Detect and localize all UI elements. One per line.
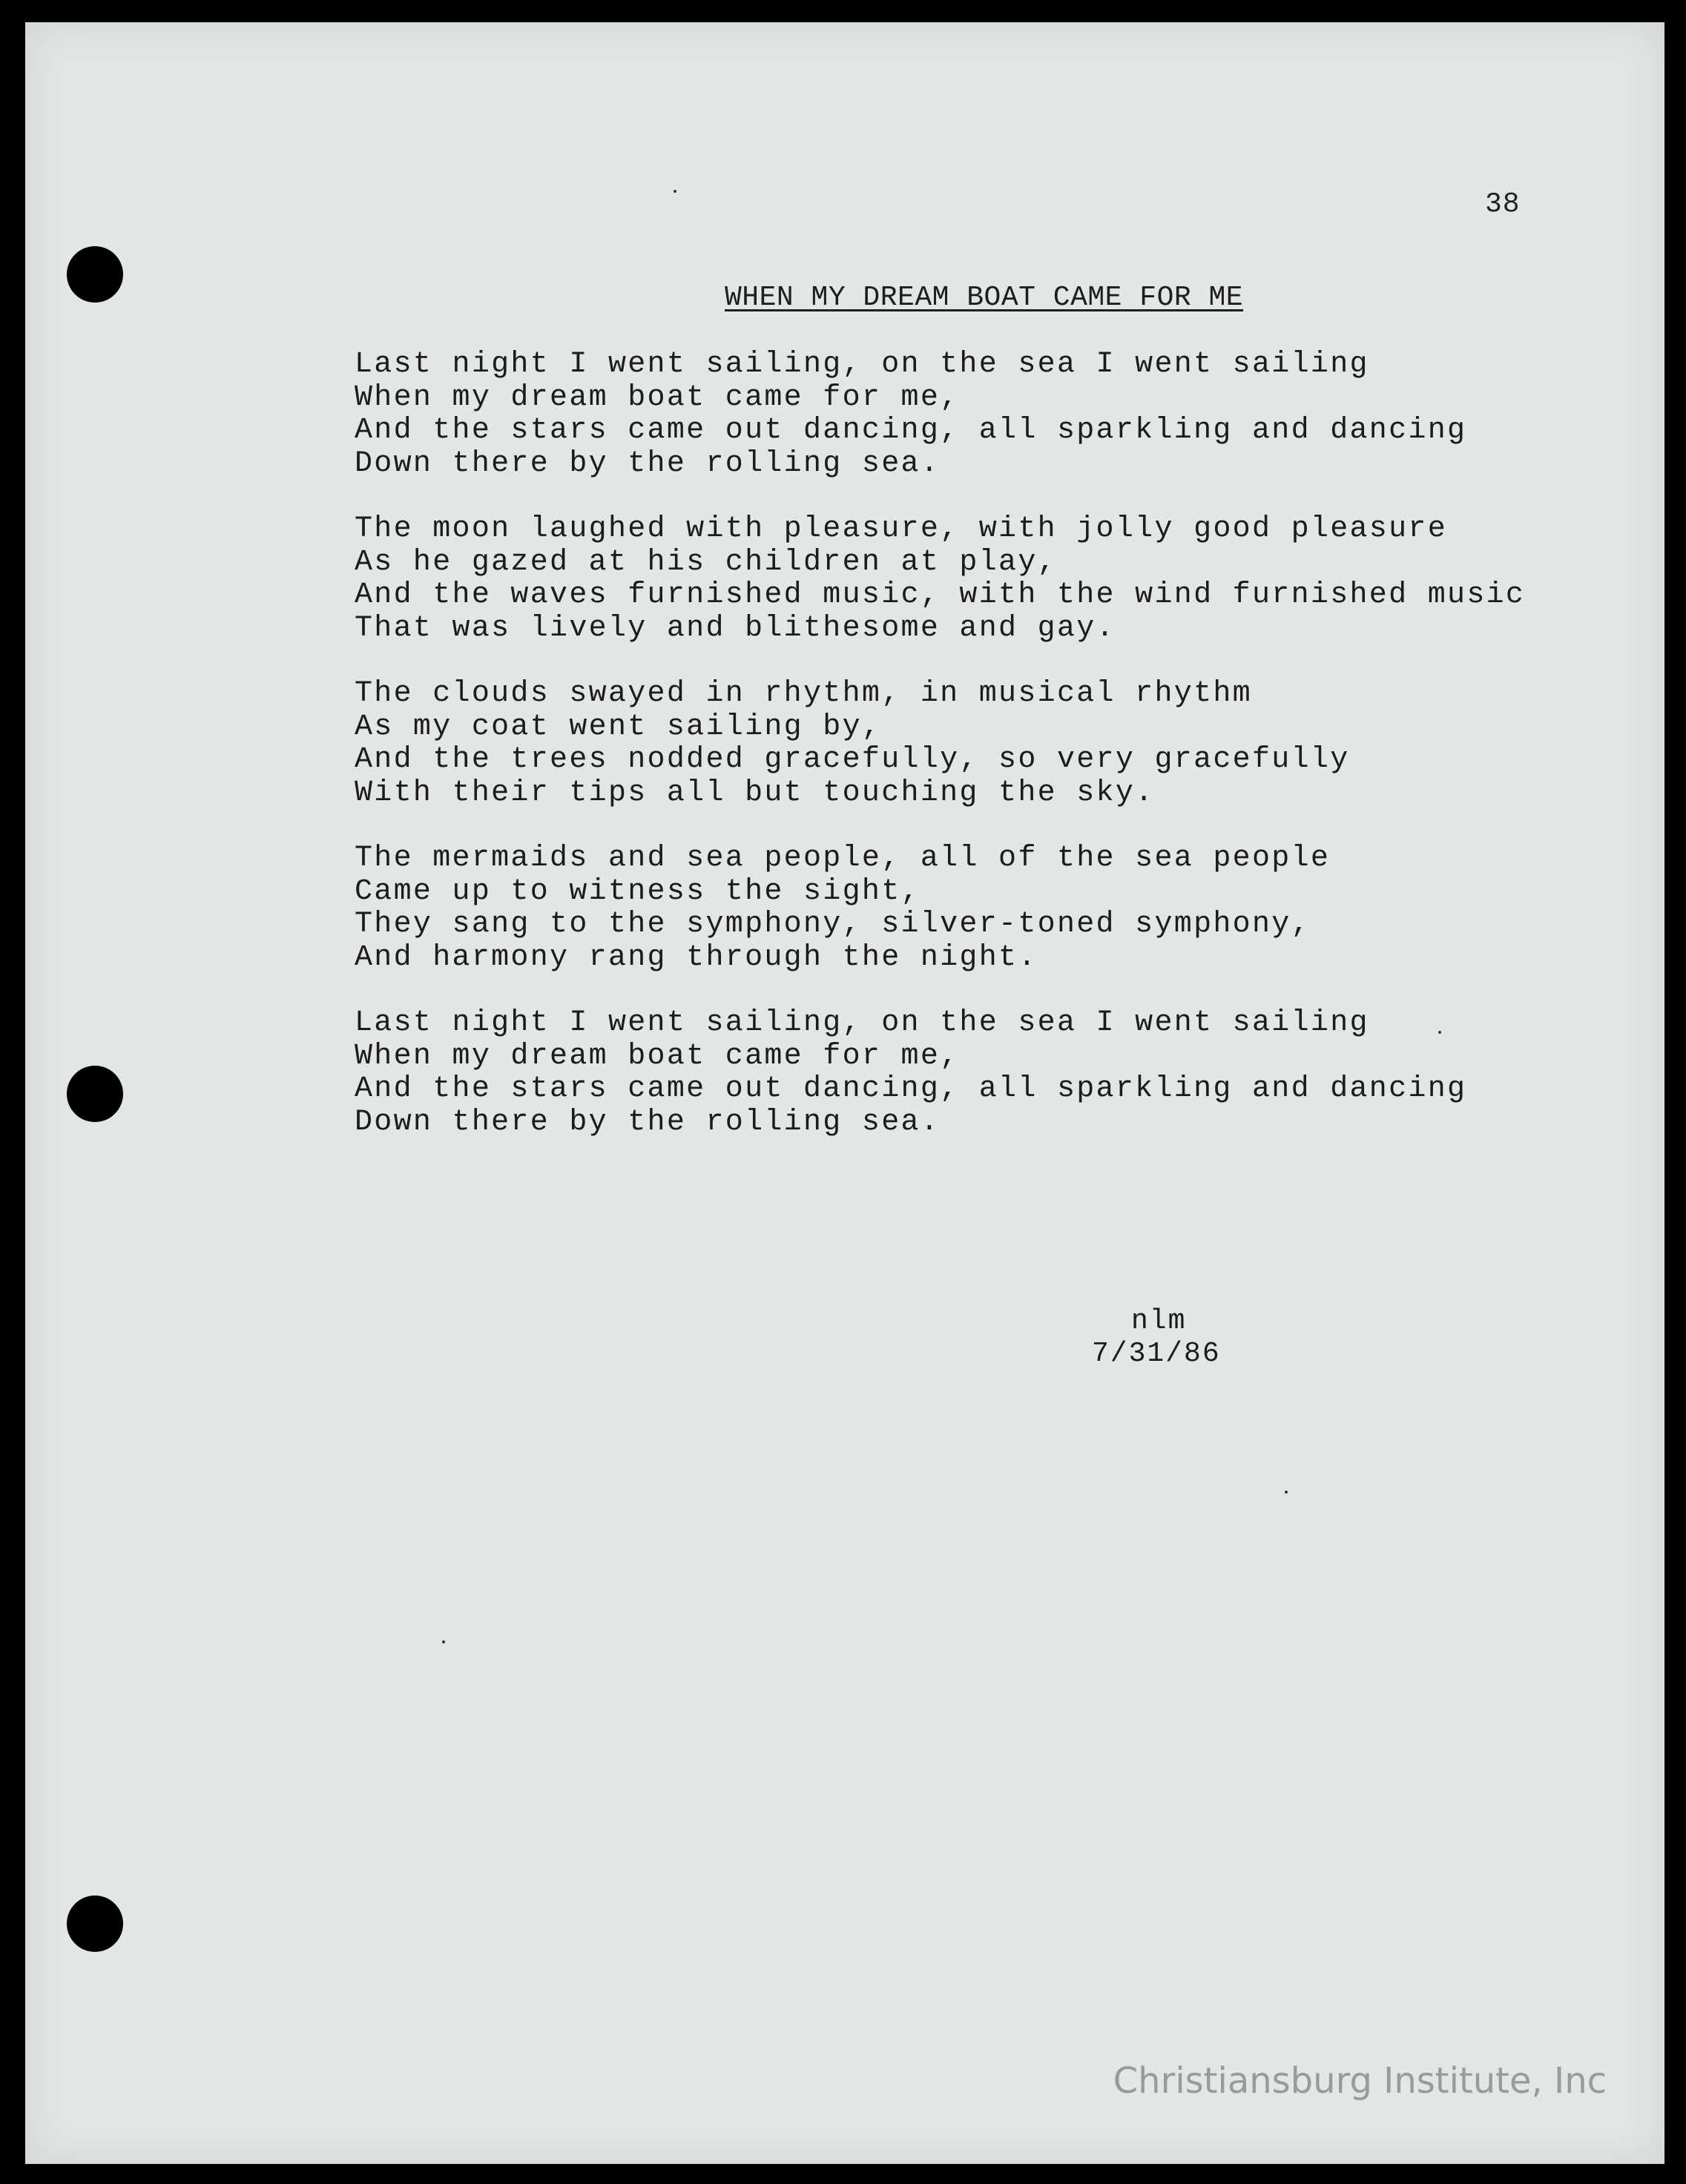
paper-speck: [674, 190, 676, 193]
punch-hole-bottom: [67, 1896, 123, 1952]
poem-line: And the stars came out dancing, all sparkling and dancing: [355, 1072, 1467, 1106]
stanza-1: [355, 349, 1525, 481]
signature-block: [1092, 1305, 1221, 1370]
page-number: 38: [1485, 188, 1521, 220]
poem-line: And the trees nodded gracefully, so very gracefully: [355, 743, 1350, 776]
poem-line: The clouds swayed in rhythm, in musical rhythm: [355, 677, 1252, 710]
poem-line: As he gazed at his children at play,: [355, 545, 1057, 579]
poem-line: The moon laughed with pleasure, with jolly good pleasure: [355, 512, 1448, 546]
poem-line: They sang to the symphony, silver-toned symphony,: [355, 908, 1311, 941]
paper-speck: [442, 1640, 445, 1643]
punch-hole-middle: [67, 1066, 123, 1122]
poem-line: And the waves furnished music, with the wind furnished music: [355, 578, 1526, 612]
poem-line: Down there by the rolling sea.: [355, 446, 941, 481]
punch-hole-top: [67, 246, 123, 303]
poem-title: WHEN MY DREAM BOAT CAME FOR ME: [725, 282, 1244, 314]
poem-line: And harmony rang through the night.: [355, 940, 1038, 974]
poem-line: With their tips all but touching the sky.: [355, 776, 1155, 810]
poem-line: When my dream boat came for me,: [355, 1039, 960, 1073]
archive-watermark: Christiansburg Institute, Inc: [1113, 2060, 1607, 2102]
poem-line: That was lively and blithesome and gay.: [355, 611, 1116, 645]
stanza-2: [355, 513, 1525, 645]
poem-line: Last night I went sailing, on the sea I went sailing: [355, 1006, 1369, 1040]
poem-line: Last night I went sailing, on the sea I went sailing: [355, 348, 1369, 381]
poem-body: [355, 349, 1525, 1172]
signature-date: 7/31/86: [1092, 1338, 1221, 1370]
poem-line: Down there by the rolling sea.: [355, 1105, 941, 1139]
stanza-5: [355, 1007, 1525, 1139]
signature-initials: nlm: [1131, 1305, 1187, 1337]
poem-line: As my coat went sailing by,: [355, 710, 882, 744]
stanza-4: [355, 842, 1525, 974]
poem-line: Came up to witness the sight,: [355, 874, 921, 908]
stanza-3: [355, 678, 1525, 810]
document-page: [25, 22, 1664, 2164]
poem-line: When my dream boat came for me,: [355, 380, 960, 415]
poem-line: The mermaids and sea people, all of the sea people: [355, 842, 1331, 875]
poem-line: And the stars came out dancing, all sparkling and dancing: [355, 414, 1467, 447]
paper-speck: [1285, 1491, 1288, 1494]
